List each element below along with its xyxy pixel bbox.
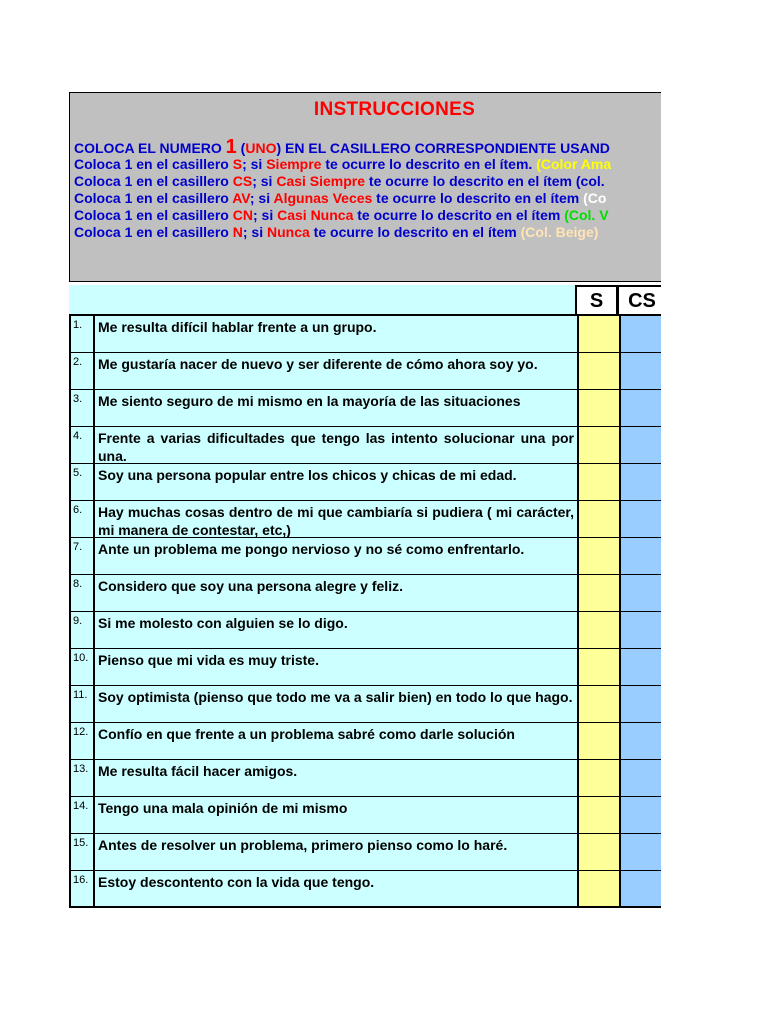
instruction-text: te ocurre lo descrito en el ítem. — [321, 156, 537, 172]
item-number: 2. — [71, 353, 95, 389]
table-row — [71, 316, 661, 353]
item-number: 8. — [71, 575, 95, 611]
instruction-code: CS — [232, 173, 253, 189]
answer-cell-s[interactable] — [577, 501, 620, 537]
instructions-box — [69, 92, 661, 282]
table-row — [71, 612, 661, 649]
answer-cell-s[interactable] — [577, 797, 620, 833]
instructions-lines — [74, 136, 661, 241]
answer-cell-cs[interactable] — [620, 760, 661, 796]
answer-cell-cs[interactable] — [620, 353, 661, 389]
item-number: 7. — [71, 538, 95, 574]
item-number: 10. — [71, 649, 95, 685]
answer-cell-s[interactable] — [577, 871, 620, 906]
item-number: 15. — [71, 834, 95, 870]
table-row — [71, 760, 661, 797]
instruction-text: te ocurre lo descrito en el ítem (col. — [365, 173, 605, 189]
instruction-text: Coloca 1 en el casillero — [74, 156, 233, 172]
instruction-frequency: Nunca — [267, 224, 310, 240]
answer-cell-s[interactable] — [577, 612, 620, 648]
answer-cell-cs[interactable] — [620, 723, 661, 759]
answer-cell-cs[interactable] — [620, 686, 661, 722]
item-text: Considero que soy una persona alegre y feliz. — [95, 575, 577, 611]
item-text: Me resulta difícil hablar frente a un grupo. — [95, 316, 577, 352]
answer-cell-cs[interactable] — [620, 501, 661, 537]
instruction-frequency: Casi Nunca — [277, 207, 354, 223]
item-text: Soy una persona popular entre los chicos y chicas de mi edad. — [95, 464, 577, 500]
instruction-number: 1 — [225, 136, 237, 158]
item-text: Hay muchas cosas dentro de mi que cambiaría si pudiera ( mi carácter, mi manera de contestar, etc,) — [95, 501, 577, 537]
item-text: Antes de resolver un problema, primero pienso como lo haré. — [95, 834, 577, 870]
instruction-color: (Col. V — [564, 207, 609, 223]
instruction-text: ; si — [252, 173, 277, 189]
instruction-text: Coloca 1 en el casillero — [74, 224, 233, 240]
answer-cell-cs[interactable] — [620, 649, 661, 685]
table-row — [71, 390, 661, 427]
answer-cell-cs[interactable] — [620, 538, 661, 574]
table-row — [71, 464, 661, 501]
answer-cell-s[interactable] — [577, 353, 620, 389]
answer-cell-s[interactable] — [577, 723, 620, 759]
answer-cell-cs[interactable] — [620, 427, 661, 463]
instruction-line-2 — [74, 156, 661, 173]
instruction-color: (Co — [583, 190, 607, 206]
item-text: Ante un problema me pongo nervioso y no sé como enfrentarlo. — [95, 538, 577, 574]
column-header-cs: CS — [617, 285, 661, 315]
table-header-strip — [69, 285, 575, 315]
answer-cell-s[interactable] — [577, 834, 620, 870]
answer-cell-cs[interactable] — [620, 797, 661, 833]
item-text: Estoy descontento con la vida que tengo. — [95, 871, 577, 906]
instruction-text: te ocurre lo descrito en el ítem — [372, 190, 584, 206]
answer-cell-cs[interactable] — [620, 612, 661, 648]
answer-cell-s[interactable] — [577, 427, 620, 463]
instruction-text: ; si — [242, 156, 267, 172]
instruction-text: Coloca 1 en el casillero — [74, 207, 233, 223]
answer-cell-cs[interactable] — [620, 871, 661, 906]
table-row — [71, 686, 661, 723]
table-row — [71, 538, 661, 575]
item-number: 11. — [71, 686, 95, 722]
item-text: Si me molesto con alguien se lo digo. — [95, 612, 577, 648]
answer-cell-s[interactable] — [577, 575, 620, 611]
item-number: 1. — [71, 316, 95, 352]
instruction-line-5 — [74, 207, 661, 224]
item-number: 16. — [71, 871, 95, 906]
instruction-text: ) EN EL CASILLERO CORRESPONDIENTE USAND — [276, 140, 610, 156]
table-row — [71, 649, 661, 686]
answer-cell-cs[interactable] — [620, 464, 661, 500]
instruction-text: Coloca 1 en el casillero — [74, 173, 233, 189]
instruction-number-word: UNO — [245, 140, 277, 156]
instruction-text: te ocurre lo descrito en el ítem — [353, 207, 565, 223]
answer-cell-s[interactable] — [577, 390, 620, 426]
item-number: 13. — [71, 760, 95, 796]
answer-cell-s[interactable] — [577, 686, 620, 722]
item-text: Me gustaría nacer de nuevo y ser diferente de cómo ahora soy yo. — [95, 353, 577, 389]
item-text: Soy optimista (pienso que todo me va a salir bien) en todo lo que hago. — [95, 686, 577, 722]
instruction-line-3 — [74, 173, 661, 190]
answer-cell-s[interactable] — [577, 316, 620, 352]
instruction-text: ( — [236, 140, 246, 156]
instruction-frequency: Siempre — [266, 156, 322, 172]
instruction-line-1 — [74, 136, 661, 158]
item-text: Frente a varias dificultades que tengo las intento solucionar una por una. — [95, 427, 577, 463]
item-text: Confío en que frente a un problema sabré como darle solución — [95, 723, 577, 759]
answer-cell-s[interactable] — [577, 538, 620, 574]
instruction-line-6 — [74, 224, 661, 241]
item-number: 6. — [71, 501, 95, 537]
instruction-color: (Color Ama — [536, 156, 612, 172]
instruction-text: ; si — [249, 190, 274, 206]
item-number: 4. — [71, 427, 95, 463]
table-row — [71, 834, 661, 871]
instruction-frequency: Algunas Veces — [273, 190, 373, 206]
instruction-text: ; si — [252, 207, 278, 223]
column-header-s: S — [575, 285, 618, 315]
instruction-code: N — [232, 224, 243, 240]
answer-cell-s[interactable] — [577, 464, 620, 500]
table-row — [71, 427, 661, 464]
table-row — [71, 797, 661, 834]
item-number: 5. — [71, 464, 95, 500]
instruction-code: S — [232, 156, 243, 172]
items-table — [69, 314, 661, 908]
instruction-frequency: Casi Siempre — [276, 173, 366, 189]
item-text: Pienso que mi vida es muy triste. — [95, 649, 577, 685]
item-text: Me resulta fácil hacer amigos. — [95, 760, 577, 796]
answer-cell-cs[interactable] — [620, 575, 661, 611]
instruction-code: CN — [232, 207, 253, 223]
item-text: Me siento seguro de mi mismo en la mayoría de las situaciones — [95, 390, 577, 426]
item-number: 3. — [71, 390, 95, 426]
item-number: 9. — [71, 612, 95, 648]
instruction-code: AV — [232, 190, 250, 206]
answer-cell-s[interactable] — [577, 649, 620, 685]
answer-cell-cs[interactable] — [620, 390, 661, 426]
table-row — [71, 501, 661, 538]
instruction-text: te ocurre lo descrito en el ítem — [309, 224, 521, 240]
item-number: 14. — [71, 797, 95, 833]
instruction-text: COLOCA EL NUMERO — [74, 140, 226, 156]
answer-cell-s[interactable] — [577, 760, 620, 796]
table-row — [71, 353, 661, 390]
table-row — [71, 871, 661, 908]
answer-cell-cs[interactable] — [620, 834, 661, 870]
instruction-text: ; si — [242, 224, 267, 240]
instruction-color: (Col. Beige) — [520, 224, 599, 240]
instruction-line-4 — [74, 190, 661, 207]
instruction-text: Coloca 1 en el casillero — [74, 190, 233, 206]
table-row — [71, 723, 661, 760]
item-text: Tengo una mala opinión de mi mismo — [95, 797, 577, 833]
item-number: 12. — [71, 723, 95, 759]
table-row — [71, 575, 661, 612]
answer-cell-cs[interactable] — [620, 316, 661, 352]
instructions-title: INSTRUCCIONES — [313, 99, 476, 120]
